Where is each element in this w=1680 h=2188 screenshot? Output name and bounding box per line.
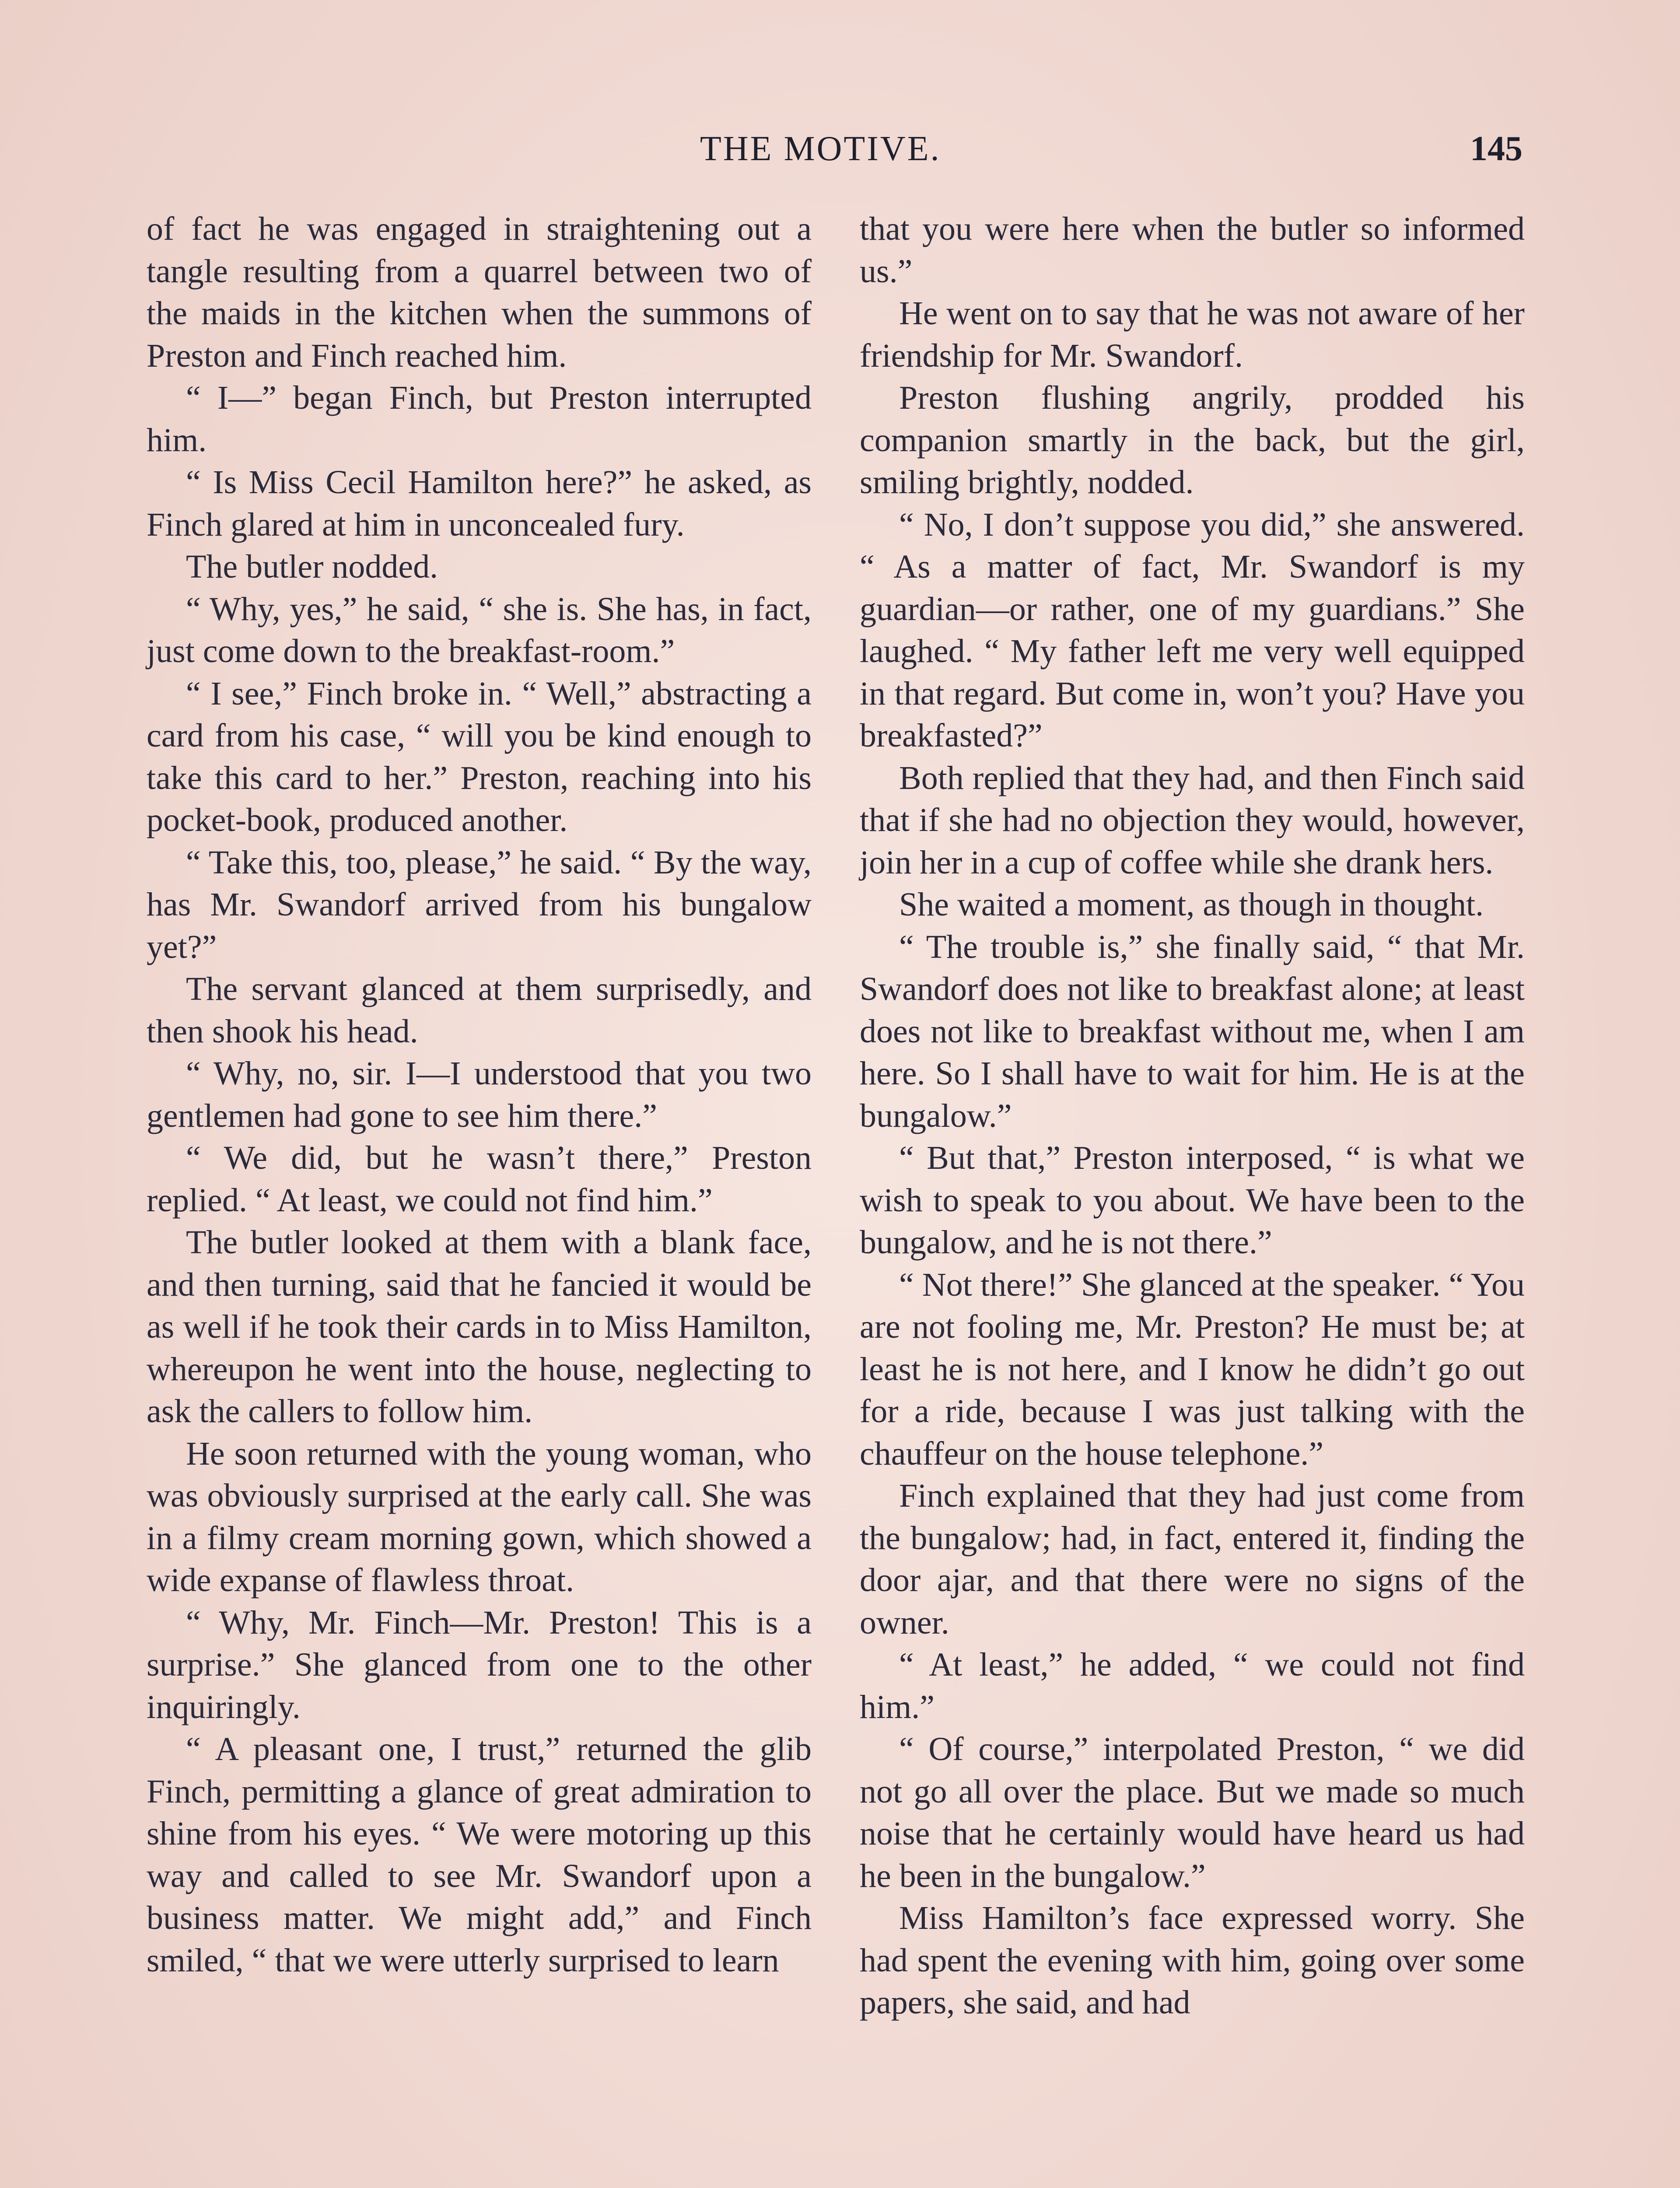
right-text-column [860,208,1525,2024]
paragraph: that you were here when the butler so informed us.” [860,210,1525,290]
paragraph: He soon returned with the young woman, who was obviously surprised at the early call. She was in a filmy cream morning gown, which showed a wide expanse of flawless throat. [147,1435,812,1599]
running-title: THE MOTIVE. [700,130,941,168]
paragraph: “ Why, yes,” he said, “ she is. She has, in fact, just come down to the breakfast-room.” [147,590,812,670]
page-number: 145 [1470,130,1522,168]
left-text-column [147,208,812,1981]
paragraph: Finch explained that they had just come from the bungalow; had, in fact, entered it, finding the door ajar, and that there were no signs of the owner. [860,1477,1525,1641]
paragraph: “ Of course,” interpolated Preston, “ we did not go all over the place. But we made so much noise that he certainly would have heard us had he been in the bungalow.” [860,1731,1525,1894]
paragraph: The servant glanced at them surprisedly, and then shook his head. [147,971,812,1050]
paragraph: “ A pleasant one, I trust,” returned the glib Finch, permitting a glance of great admiration to shine from his eyes. “ We were motoring up this way and called to see Mr. Swandorf upon a business matter. We might add,” and Finch smiled, “ that we were utterly surprised to learn [147,1731,812,1979]
paragraph: “ Take this, too, please,” he said. “ By the way, has Mr. Swandorf arrived from his bungalow yet?” [147,844,812,965]
paragraph: “ We did, but he wasn’t there,” Preston replied. “ At least, we could not find him.” [147,1140,812,1219]
paragraph: “ I see,” Finch broke in. “ Well,” abstracting a card from his case, “ will you be kind enough to take this card to her.” Preston, reaching into his pocket-book, produced another. [147,675,812,838]
paragraph: “ Why, no, sir. I—I understood that you two gentlemen had gone to see him there.” [147,1055,812,1134]
paragraph: The butler looked at them with a blank face, and then turning, said that he fancied it would be as well if he took their cards in to Miss Hamilton, whereupon he went into the house, neglecting to ask the callers to follow him. [147,1224,812,1430]
paragraph: Miss Hamilton’s face expressed worry. She had spent the evening with him, going over some papers, she said, and had [860,1900,1525,2021]
paragraph: “ But that,” Preston interposed, “ is what we wish to speak to you about. We have been to the bungalow, and he is not there.” [860,1140,1525,1261]
paragraph: The butler nodded. [186,548,438,585]
paragraph: Both replied that they had, and then Finch said that if she had no objection they would, however, join her in a cup of coffee while she drank hers. [860,759,1525,881]
paragraph: “ The trouble is,” she finally said, “ that Mr. Swandorf does not like to breakfast alone; at least does not like to breakfast without me, when I am here. So I shall have to wait for him. He is at the bungalow.” [860,928,1525,1134]
paragraph: He went on to say that he was not aware of her friendship for Mr. Swandorf. [860,295,1525,374]
paragraph: “ I—” began Finch, but Preston interrupted him. [147,379,812,459]
paragraph: Preston flushing angrily, prodded his companion smartly in the back, but the girl, smiling brightly, nodded. [860,379,1525,501]
paragraph: “ Not there!” She glanced at the speaker. “ You are not fooling me, Mr. Preston? He must be; at least he is not here, and I know he didn’t go out for a ride, because I was just talking with the chauffeur on the house telephone.” [860,1266,1525,1472]
paragraph: “ At least,” he added, “ we could not find him.” [860,1646,1525,1725]
paragraph: She waited a moment, as though in thought. [899,886,1484,923]
paragraph: “ Is Miss Cecil Hamilton here?” he asked, as Finch glared at him in unconcealed fury. [147,464,812,543]
paragraph: “ No, I don’t suppose you did,” she answered. “ As a matter of fact, Mr. Swandorf is my guardian—or rather, one of my guardians.” She laughed. “ My father left me very well equipped in that regard. But come in, won’t you? Have you breakfasted?” [860,506,1525,754]
paragraph: of fact he was engaged in straightening out a tangle resulting from a quarrel between two of the maids in the kitchen when the summons of Preston and Finch reached him. [147,210,812,374]
paragraph: “ Why, Mr. Finch—Mr. Preston! This is a surprise.” She glanced from one to the other inquiringly. [147,1604,812,1725]
